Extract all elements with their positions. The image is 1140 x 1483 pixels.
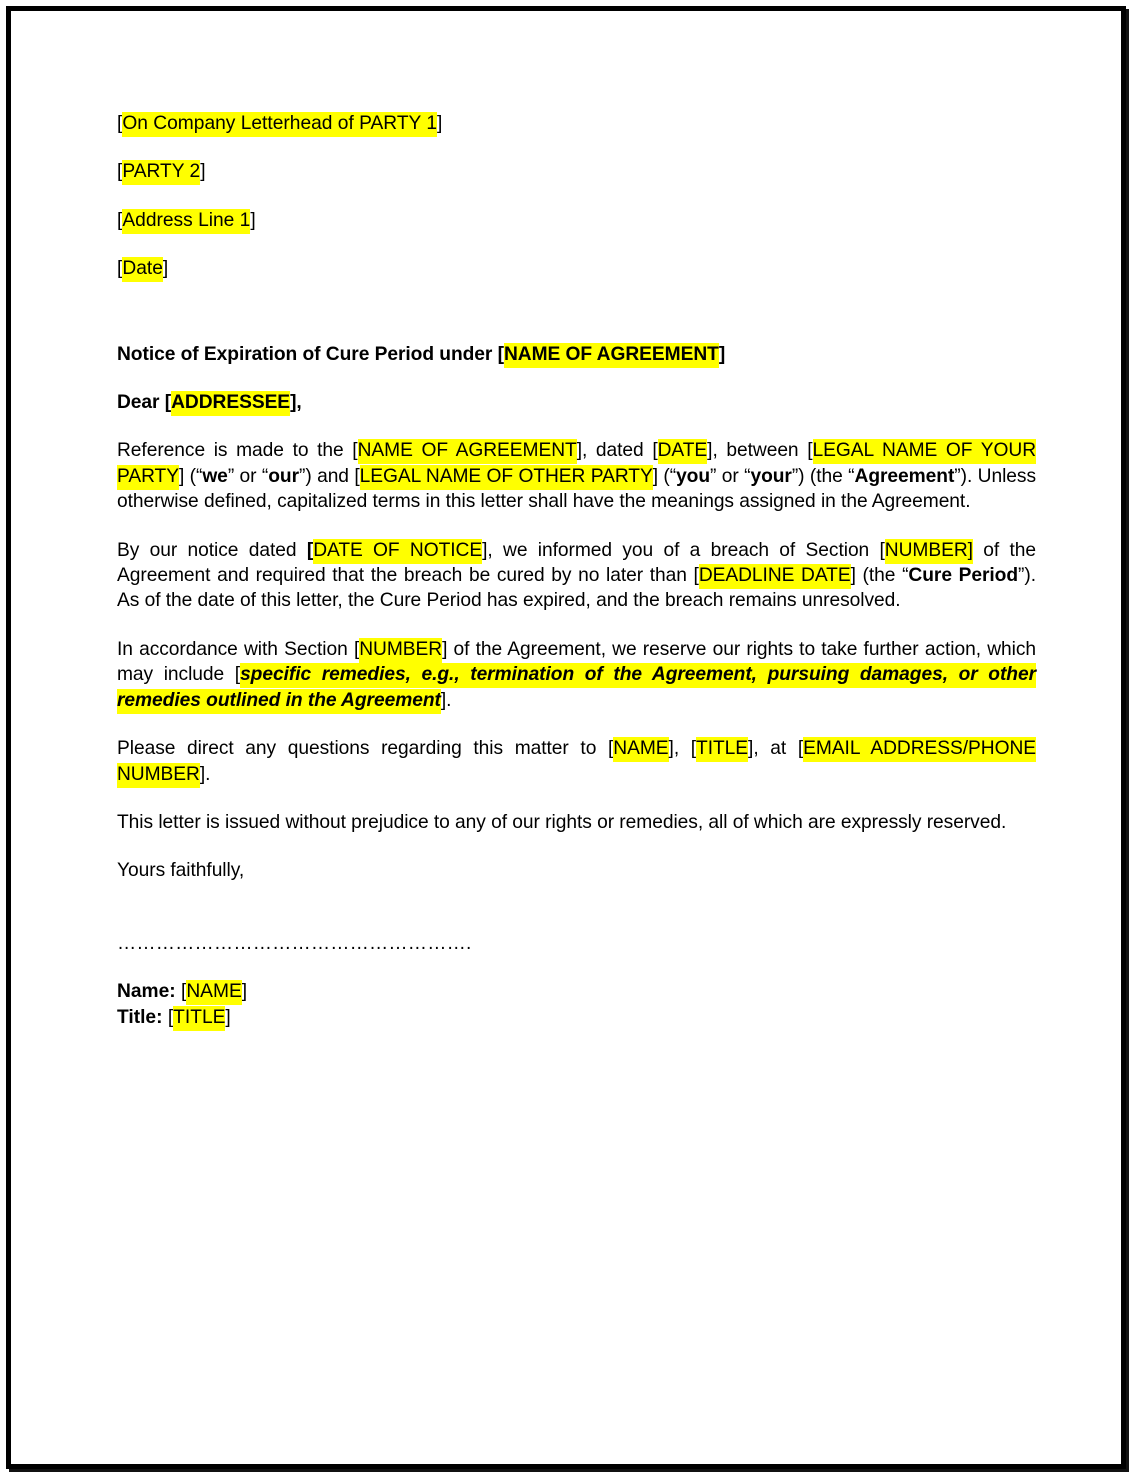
salutation-open-bracket: [ <box>164 392 172 414</box>
letterhead-line <box>117 111 1036 136</box>
letterhead-placeholder: On Company Letterhead of PARTY 1 <box>122 112 437 137</box>
address-close-bracket: ] <box>250 209 256 231</box>
signature-name-label: Name: <box>117 981 181 1003</box>
signature-title-open-bracket: [ <box>167 1006 174 1028</box>
p2-bracket-1: [ <box>306 539 314 561</box>
p4-text-4: . <box>205 763 211 785</box>
p1-text-9: ”) (the “ <box>791 465 855 487</box>
p1-placeholder-agreement-name: NAME OF AGREEMENT <box>358 439 577 464</box>
p3-bracket-1: [ <box>353 638 360 660</box>
p3-bracket-2: ] <box>442 638 448 660</box>
date-open-bracket: [ <box>117 258 123 280</box>
p1-text-5: ” or “ <box>227 465 269 487</box>
p4-bracket-3: [ <box>690 738 697 760</box>
p2-text-4: (the “ <box>855 565 909 587</box>
signature-title-line <box>117 1005 1036 1030</box>
p1-bracket-3: [ <box>652 440 658 462</box>
party2-line <box>117 159 1036 184</box>
p2-text-3: of the Agreement and required that the breach be cured by no later than <box>117 539 1037 587</box>
p2-text-5: ”). As of the date of this letter, the Cure Period has expired, and the breach remains unresolved. <box>117 565 1036 612</box>
signature-name-line <box>117 979 1036 1004</box>
p4-bracket-4: ] <box>748 738 754 760</box>
subject-heading <box>117 342 1036 367</box>
p2-bracket-2: ] <box>482 539 488 561</box>
p1-bracket-2: ] <box>576 440 582 462</box>
p2-text-2: , we informed you of a breach of Section <box>487 539 880 561</box>
salutation-placeholder: ADDRESSEE <box>171 391 290 416</box>
p3-text-1: In accordance with Section <box>117 638 354 660</box>
p1-placeholder-your-party: LEGAL NAME OF YOUR PARTY <box>117 439 1036 489</box>
p1-defined-term-your: your <box>750 465 792 487</box>
party2-close-bracket: ] <box>200 161 206 183</box>
p1-text-10: ”). Unless otherwise defined, capitalized terms in this letter shall have the meanings assigned in the Agreement. <box>117 465 1036 513</box>
p4-bracket-5: [ <box>797 738 804 760</box>
document-body <box>117 111 1036 1030</box>
p4-bracket-2: ] <box>668 738 674 760</box>
paragraph-reference <box>117 438 1036 514</box>
salutation <box>117 390 1036 415</box>
p3-placeholder-section-number: NUMBER <box>359 638 442 663</box>
salutation-prefix: Dear <box>117 392 165 414</box>
subject-prefix: Notice of Expiration of Cure Period under <box>117 343 498 365</box>
p1-placeholder-date: DATE <box>658 439 708 464</box>
p2-bracket-4: [ <box>693 565 699 587</box>
party2-highlight-tail <box>122 185 260 210</box>
p3-bracket-3: [ <box>234 664 241 686</box>
signature-title-highlight-tail <box>173 1031 218 1049</box>
p2-defined-term-cure-period: Cure Period <box>908 565 1019 587</box>
p2-placeholder-section-number: NUMBER] <box>885 539 973 564</box>
signature-name-open-bracket: [ <box>180 981 187 1003</box>
address-line1 <box>117 208 1036 233</box>
signature-name-close-bracket: ] <box>241 981 248 1003</box>
p4-text-1: Please direct any questions regarding this matter to <box>117 738 608 760</box>
letterhead-close-bracket: ] <box>437 113 443 134</box>
p3-placeholder-specific-remedies: specific remedies, e.g., termination of the Agreement, pursuing damages, or other remedies outlined in the Agreement <box>117 663 1036 713</box>
p1-defined-term-agreement: Agreement <box>854 465 955 487</box>
p2-placeholder-date-of-notice: DATE OF NOTICE <box>313 539 482 564</box>
p1-text-3: , between <box>712 440 808 462</box>
subject-close-bracket: ] <box>718 343 726 365</box>
p1-bracket-4: ] <box>707 440 713 462</box>
paragraph-reservation-of-rights <box>117 637 1036 713</box>
p1-bracket-1: [ <box>352 440 358 462</box>
signature-dotted-line: ………………………………………………. <box>117 932 472 954</box>
p2-bracket-5: ] <box>850 565 856 587</box>
document-page-frame <box>6 6 1126 1469</box>
address-placeholder: Address Line 1 <box>122 209 250 234</box>
p1-text-2: , dated <box>581 440 653 462</box>
subject-placeholder: NAME OF AGREEMENT <box>504 343 719 368</box>
p4-text-3: , at <box>753 738 798 760</box>
date-close-bracket: ] <box>162 258 169 280</box>
p2-text-1: By our notice dated <box>117 539 307 561</box>
p1-text-1: Reference is made to the <box>117 440 353 462</box>
salutation-close-bracket: ] <box>290 392 297 414</box>
p1-defined-term-you: you <box>676 465 711 487</box>
p4-placeholder-email-phone: EMAIL ADDRESS/PHONE NUMBER <box>117 737 1036 787</box>
p4-bracket-1: [ <box>608 738 614 760</box>
p3-bracket-4: ] <box>440 689 447 711</box>
p1-defined-term-our: our <box>268 465 299 487</box>
p1-bracket-7: [ <box>354 465 360 487</box>
p1-text-8: ” or “ <box>710 465 751 487</box>
party2-placeholder: PARTY 2 <box>122 160 200 185</box>
p4-placeholder-name: NAME <box>613 737 668 762</box>
p4-text-2: , <box>673 738 691 760</box>
p1-bracket-8: ] <box>652 465 658 487</box>
p1-text-4: (“ <box>184 465 203 487</box>
p1-text-6: ”) and <box>299 465 355 487</box>
document-page-sheet <box>11 11 1121 1464</box>
p1-defined-term-we: we <box>202 465 228 487</box>
letterhead-highlight-tail <box>122 137 444 162</box>
p1-placeholder-other-party: LEGAL NAME OF OTHER PARTY <box>360 465 653 490</box>
p1-bracket-5: [ <box>807 440 813 462</box>
paragraph-breach-notice <box>117 538 1036 614</box>
p3-text-3: . <box>446 689 452 711</box>
p2-bracket-3: [ <box>879 539 885 561</box>
p1-bracket-6: ] <box>178 465 185 487</box>
p4-placeholder-title: TITLE <box>696 737 748 762</box>
signature-title-placeholder: TITLE <box>173 1006 225 1031</box>
signature-name-placeholder: NAME <box>186 980 241 1005</box>
p3-text-2: of the Agreement, we reserve our rights to take further action, which may include <box>117 638 1037 686</box>
signature-title-label: Title: <box>117 1006 168 1028</box>
address-highlight-tail <box>122 234 174 259</box>
date-highlight-tail <box>122 282 174 307</box>
p1-text-7: (“ <box>657 465 677 487</box>
signature-title-close-bracket: ] <box>225 1006 231 1028</box>
date-placeholder: Date <box>122 257 163 282</box>
letterhead-open-bracket: [ <box>117 113 123 134</box>
p2-placeholder-deadline-date: DEADLINE DATE <box>699 564 851 589</box>
address-open-bracket: [ <box>117 209 123 231</box>
party2-open-bracket: [ <box>117 161 123 183</box>
paragraph-contact <box>117 736 1036 787</box>
closing-salutation: Yours faithfully, <box>117 860 245 882</box>
p4-bracket-6: ] <box>199 763 206 785</box>
date-line <box>117 256 1036 281</box>
subject-open-bracket: [ <box>497 343 504 365</box>
paragraph-without-prejudice: This letter is issued without prejudice to any of our rights or remedies, all of which are expressly reserved. <box>117 811 1007 833</box>
salutation-suffix: , <box>296 392 302 414</box>
